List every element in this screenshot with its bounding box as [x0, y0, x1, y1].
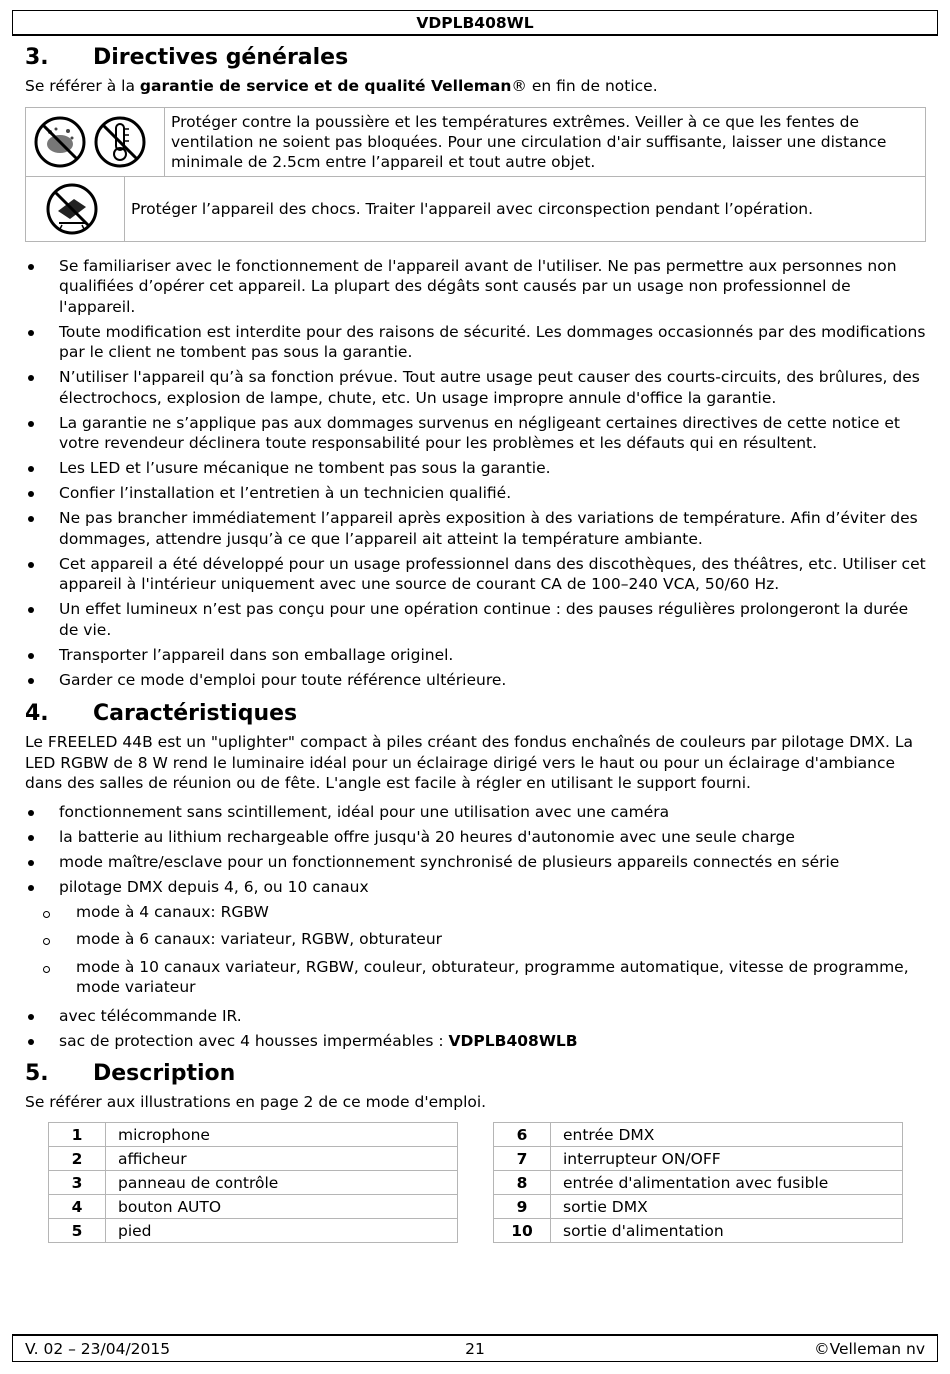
- part-number: 2: [49, 1147, 106, 1171]
- part-label: entrée d'alimentation avec fusible: [551, 1171, 903, 1195]
- page-header: [12, 10, 938, 36]
- list-item-text: Garder ce mode d'emploi pour toute référence ultérieure.: [59, 670, 507, 689]
- section-5-number: 5.: [25, 1060, 49, 1086]
- part-label: pied: [106, 1219, 458, 1243]
- list-item: [25, 458, 930, 479]
- section-3-intro: [25, 76, 930, 97]
- list-item: [25, 1031, 930, 1052]
- intro-text-end: ® en fin de notice.: [511, 77, 658, 95]
- part-label: panneau de contrôle: [106, 1171, 458, 1195]
- table-row: [49, 1195, 458, 1219]
- list-item: [25, 645, 930, 666]
- section-3-title: Directives générales: [93, 45, 349, 70]
- list-item: [25, 322, 930, 363]
- page-number: 21: [465, 1340, 485, 1358]
- table-row: [494, 1171, 903, 1195]
- list-item-text: Transporter l’appareil dans son emballage originel.: [59, 645, 454, 664]
- list-item: [25, 508, 930, 549]
- table-row: [49, 1171, 458, 1195]
- warning-table: [25, 107, 926, 177]
- bag-text: sac de protection avec 4 housses imperméables :: [59, 1031, 449, 1050]
- section-5-intro: Se référer aux illustrations en page 2 de ce mode d'emploi.: [25, 1092, 487, 1111]
- part-number: 4: [49, 1195, 106, 1219]
- part-label: entrée DMX: [551, 1123, 903, 1147]
- dmx-mode-text: mode à 10 canaux variateur, RGBW, couleur, obturateur, programme automatique, vitesse de programme, mode variateur: [76, 957, 909, 996]
- part-label: bouton AUTO: [106, 1195, 458, 1219]
- section-4-title: Caractéristiques: [93, 701, 298, 726]
- warning-row-shock: [26, 176, 926, 241]
- list-item-text: La garantie ne s’applique pas aux dommages survenus en négligeant certaines directives de cette notice et votre revendeur déclinera toute responsabilité pour les problèmes et les défauts qui en résultent.: [59, 413, 901, 452]
- table-row: [49, 1219, 458, 1243]
- part-number: 9: [494, 1195, 551, 1219]
- copyright: ©Velleman nv: [814, 1340, 925, 1358]
- part-number: 7: [494, 1147, 551, 1171]
- list-item-text: Les LED et l’usure mécanique ne tombent pas sous la garantie.: [59, 459, 551, 477]
- list-item: [25, 256, 930, 318]
- section-3-bullets: [25, 256, 930, 691]
- model-number: VDPLB408WL: [416, 14, 534, 32]
- section-3-heading: [25, 40, 930, 76]
- version-date: V. 02 – 23/04/2015: [25, 1340, 171, 1358]
- list-item: [25, 852, 930, 873]
- intro-text: Se référer à la: [25, 77, 140, 95]
- list-item-text: Un effet lumineux n’est pas conçu pour une opération continue : des pauses régulières prolongeront la durée de vie.: [59, 600, 909, 639]
- section-5-title: Description: [93, 1060, 236, 1086]
- warning-text-dust: Protéger contre la poussière et les températures extrêmes. Veiller à ce que les fentes de ventilation ne soient pas bloquées. Pour une circulation d'air suffisante, laisser une distance minimale de 2.5cm entre l’appareil et tout autre objet.: [165, 107, 926, 176]
- parts-table-right: [493, 1122, 903, 1243]
- section-4-number: 4.: [25, 701, 49, 726]
- remote-text: avec télécommande IR.: [59, 1006, 242, 1025]
- section-5-heading: [25, 1056, 930, 1092]
- list-item-text: Ne pas brancher immédiatement l’appareil après exposition à des variations de température. Afin d’éviter des dommages, attendre jusqu’à ce que l’appareil ait atteint la température ambiante.: [59, 509, 918, 548]
- warning-icons-cell: [26, 107, 165, 176]
- parts-tables: [48, 1122, 903, 1243]
- page-footer: [12, 1334, 938, 1362]
- part-number: 10: [494, 1219, 551, 1243]
- list-item-text: N’utiliser l'appareil qu’à sa fonction prévue. Tout autre usage peut causer des courts-circuits, des brûlures, des électrochocs, explosion de lampe, chute, etc. Un usage impropre annule d'office la garantie.: [59, 368, 920, 407]
- list-item-text: pilotage DMX depuis 4, 6, ou 10 canaux: [59, 877, 369, 896]
- part-number: 3: [49, 1171, 106, 1195]
- table-row: [49, 1147, 458, 1171]
- table-row: [494, 1147, 903, 1171]
- warning-icon-cell-shock: [26, 176, 125, 241]
- dmx-mode-text: mode à 4 canaux: RGBW: [76, 902, 269, 921]
- dust-icon: [32, 114, 88, 170]
- part-number: 8: [494, 1171, 551, 1195]
- warning-text-shock: Protéger l’appareil des chocs. Traiter l'appareil avec circonspection pendant l’opération.: [125, 176, 926, 241]
- list-item-text: Toute modification est interdite pour des raisons de sécurité. Les dommages occasionnés par des modifications par le client ne tombent pas sous la garantie.: [59, 322, 926, 361]
- list-item: [25, 367, 930, 408]
- list-item-text: mode maître/esclave pour un fonctionnement synchronisé de plusieurs appareils connectés en série: [59, 852, 840, 871]
- section-4-bullets: [25, 802, 930, 898]
- part-number: 5: [49, 1219, 106, 1243]
- part-label: sortie DMX: [551, 1195, 903, 1219]
- part-label: afficheur: [106, 1147, 458, 1171]
- list-item: [25, 1006, 930, 1027]
- list-item: [25, 599, 930, 640]
- list-item-text: Cet appareil a été développé pour un usage professionnel dans des discothèques, des théâtres, etc. Utiliser cet appareil à l'intérieur uniquement avec une source de courant CA de 100–240 VCA, 50/60 Hz.: [59, 554, 926, 593]
- part-number: 1: [49, 1123, 106, 1147]
- list-item-text: Confier l’installation et l’entretien à un technicien qualifié.: [59, 484, 512, 502]
- dmx-mode-text: mode à 6 canaux: variateur, RGBW, obturateur: [76, 930, 443, 948]
- list-item-text: fonctionnement sans scintillement, idéal pour une utilisation avec une caméra: [59, 802, 670, 821]
- warning-table-shock: [25, 176, 926, 242]
- section-4-heading: [25, 696, 930, 732]
- list-item: [25, 802, 930, 823]
- section-4-intro: Le FREELED 44B est un "uplighter" compact à piles créant des fondus enchaînés de couleurs par pilotage DMX. La LED RGBW de 8 W rend le luminaire idéal pour un éclairage dirigé vers le haut ou pour un éclairage d'ambiance dans des salles de réunion ou de fête. L'angle est facile à régler en utilisant le support fourni.: [25, 733, 913, 792]
- shock-icon: [44, 181, 100, 237]
- bag-model: VDPLB408WLB: [448, 1031, 578, 1050]
- part-number: 6: [494, 1123, 551, 1147]
- table-row: [494, 1219, 903, 1243]
- table-row: [494, 1123, 903, 1147]
- warning-row-dust-temperature: [26, 107, 926, 176]
- list-item-text: la batterie au lithium rechargeable offre jusqu'à 20 heures d'autonomie avec une seule charge: [59, 827, 795, 846]
- list-item: [25, 827, 930, 848]
- list-item: [25, 483, 930, 504]
- list-item: [25, 670, 930, 691]
- list-item: [25, 877, 930, 898]
- dmx-mode-item: [25, 902, 930, 923]
- table-row: [49, 1123, 458, 1147]
- section-4-bullets-extra: [25, 1006, 930, 1052]
- list-item: [25, 554, 930, 595]
- intro-bold-text: garantie de service et de qualité Velleman: [139, 77, 512, 95]
- list-item: [25, 413, 930, 454]
- part-label: interrupteur ON/OFF: [551, 1147, 903, 1171]
- document-body: [25, 40, 930, 1243]
- parts-table-left: [48, 1122, 458, 1243]
- list-item-text: Se familiariser avec le fonctionnement de l'appareil avant de l'utiliser. Ne pas permettre aux personnes non qualifiées d’opérer cet appareil. La plupart des dégâts sont causés par un usage non professionnel de l'appareil.: [59, 256, 897, 316]
- part-label: sortie d'alimentation: [551, 1219, 903, 1243]
- temperature-icon: [92, 114, 148, 170]
- section-3-number: 3.: [25, 45, 49, 70]
- dmx-mode-item: [25, 929, 930, 950]
- dmx-mode-item: [25, 957, 930, 998]
- table-row: [494, 1195, 903, 1219]
- part-label: microphone: [106, 1123, 458, 1147]
- dmx-modes-list: [25, 902, 930, 998]
